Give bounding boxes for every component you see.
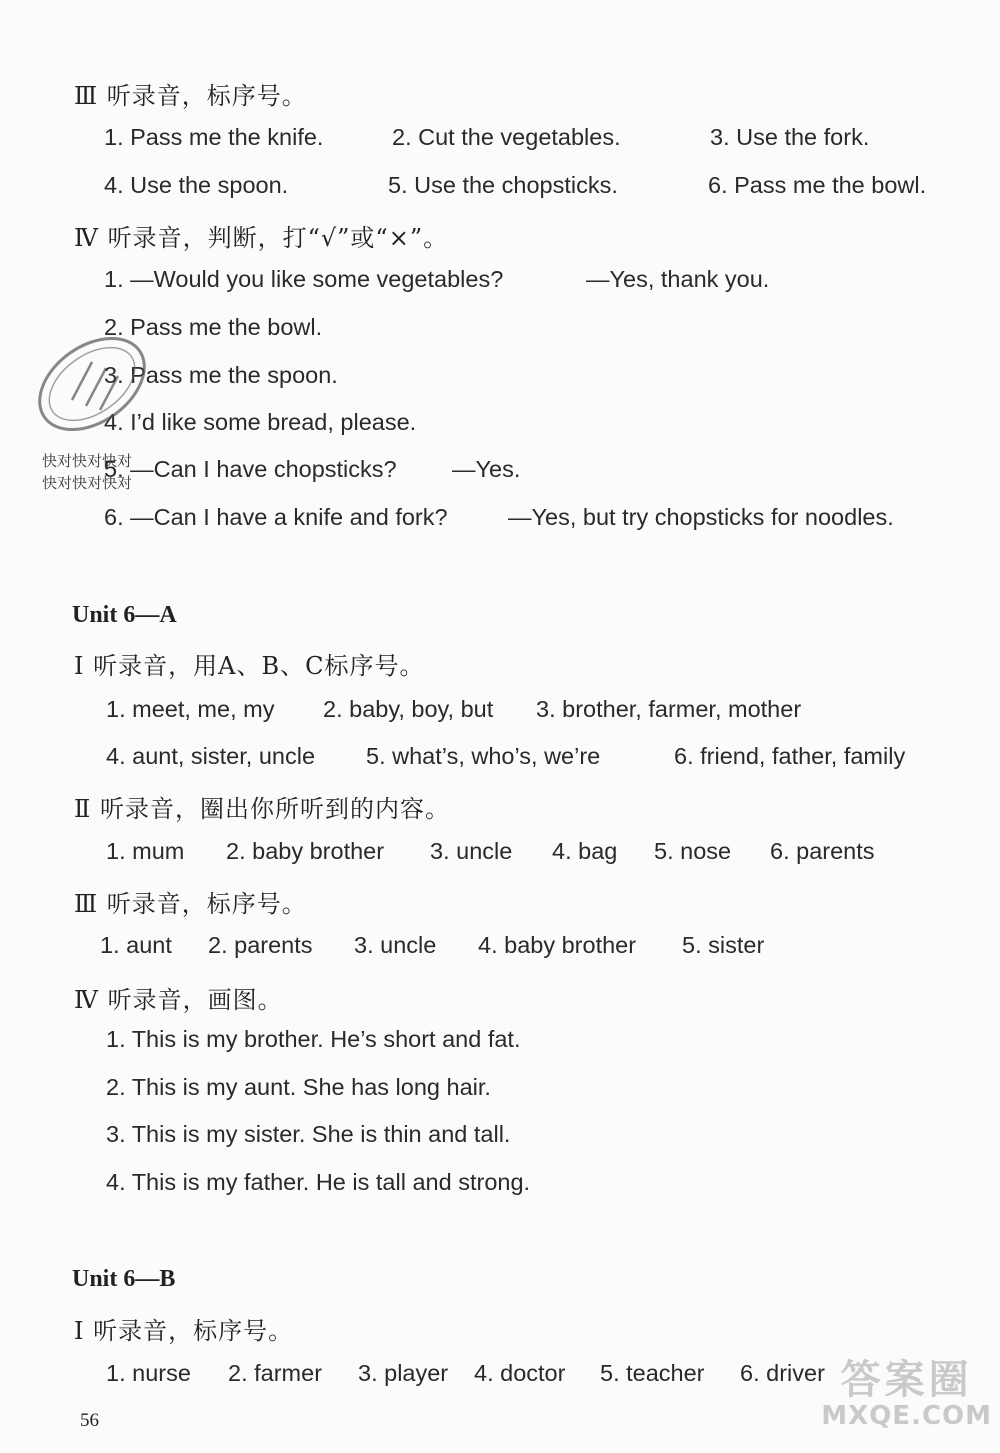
dialogue-row [0, 456, 1000, 486]
answer-row [0, 696, 1000, 726]
stamp-logo-icon [30, 322, 155, 447]
section-heading: Ⅰ 听录音，用A、B、C标序号。 [74, 652, 425, 680]
answer-item: 1. meet, me, my [106, 696, 275, 722]
answer-item: 4. doctor [474, 1360, 566, 1386]
answer-item: 6. parents [770, 838, 875, 864]
answer-item: 3. uncle [354, 932, 437, 958]
answer-item: 3. brother, farmer, mother [536, 696, 802, 722]
page-number: 56 [80, 1410, 99, 1431]
unit-title: Unit 6—A [72, 602, 177, 628]
answer-item: 6. driver [740, 1360, 825, 1386]
answer-item: 2. Cut the vegetables. [392, 124, 621, 150]
answer-item: 1. nurse [106, 1360, 191, 1386]
answer-item: 1. Pass me the knife. [104, 124, 324, 150]
watermark-logo [821, 1358, 992, 1431]
section-heading: Ⅱ 听录音，圈出你所听到的内容。 [74, 795, 450, 823]
answer-item: 3. player [358, 1360, 449, 1386]
answer-item: 5. Use the chopsticks. [388, 172, 618, 198]
section-heading: Ⅲ 听录音，标序号。 [74, 890, 307, 918]
sentence-line: 2. This is my aunt. She has long hair. [106, 1074, 491, 1100]
answer-item: 5. what’s, who’s, we’re [366, 743, 601, 769]
answer-item: 4. Use the spoon. [104, 172, 289, 198]
answer-item: 2. parents [208, 932, 313, 958]
answer-item: 5. sister [682, 932, 765, 958]
answer-item: 5. teacher [600, 1360, 705, 1386]
sentence-line: 3. This is my sister. She is thin and tall. [106, 1121, 511, 1147]
section-heading: Ⅰ 听录音，标序号。 [74, 1317, 294, 1345]
answer-item: 2. baby brother [226, 838, 385, 864]
answer-item: 1. aunt [100, 932, 172, 958]
section-heading: Ⅳ 听录音，画图。 [74, 986, 283, 1014]
dialogue-line: 2. Pass me the bowl. [104, 314, 323, 340]
answer-item: 2. baby, boy, but [323, 696, 494, 722]
unit-title: Unit 6—B [72, 1266, 176, 1292]
stamp-text: 快对快对快对 [42, 452, 133, 470]
stamp-text: 快对快对快对 [42, 474, 133, 492]
answer-item: 3. uncle [430, 838, 513, 864]
answer-row [0, 124, 1000, 154]
answer-item: 4. bag [552, 838, 618, 864]
watermark-text: 答案圈 [840, 1357, 973, 1403]
question-text: 1. —Would you like some vegetables? [104, 266, 504, 292]
section-heading: Ⅳ 听录音，判断，打“√”或“×”。 [74, 224, 449, 252]
sentence-line: 4. This is my father. He is tall and strong. [106, 1169, 531, 1195]
watermark-url: MXQE.COM [821, 1401, 992, 1431]
question-text: 5. —Can I have chopsticks? [104, 456, 397, 482]
answer-item: 4. baby brother [478, 932, 637, 958]
answer-row [0, 172, 1000, 202]
answer-row [0, 838, 1000, 868]
answer-item: 1. mum [106, 838, 185, 864]
dialogue-line: 4. I’d like some bread, please. [104, 409, 417, 435]
answer-item: 5. nose [654, 838, 732, 864]
answer-text: —Yes, thank you. [586, 266, 770, 292]
answer-row [0, 743, 1000, 773]
dialogue-row [0, 504, 1000, 534]
answer-text: —Yes. [452, 456, 521, 482]
answer-item: 4. aunt, sister, uncle [106, 743, 316, 769]
sentence-line: 1. This is my brother. He’s short and fat. [106, 1026, 521, 1052]
dialogue-line: 3. Pass me the spoon. [104, 362, 338, 388]
answer-item: 3. Use the fork. [710, 124, 870, 150]
dialogue-row [0, 266, 1000, 296]
answer-item: 2. farmer [228, 1360, 323, 1386]
answer-item: 6. friend, father, family [674, 743, 906, 769]
answer-item: 6. Pass me the bowl. [708, 172, 927, 198]
question-text: 6. —Can I have a knife and fork? [104, 504, 448, 530]
answer-row [0, 932, 1000, 962]
section-heading: Ⅲ 听录音，标序号。 [74, 82, 307, 110]
answer-text: —Yes, but try chopsticks for noodles. [508, 504, 894, 530]
